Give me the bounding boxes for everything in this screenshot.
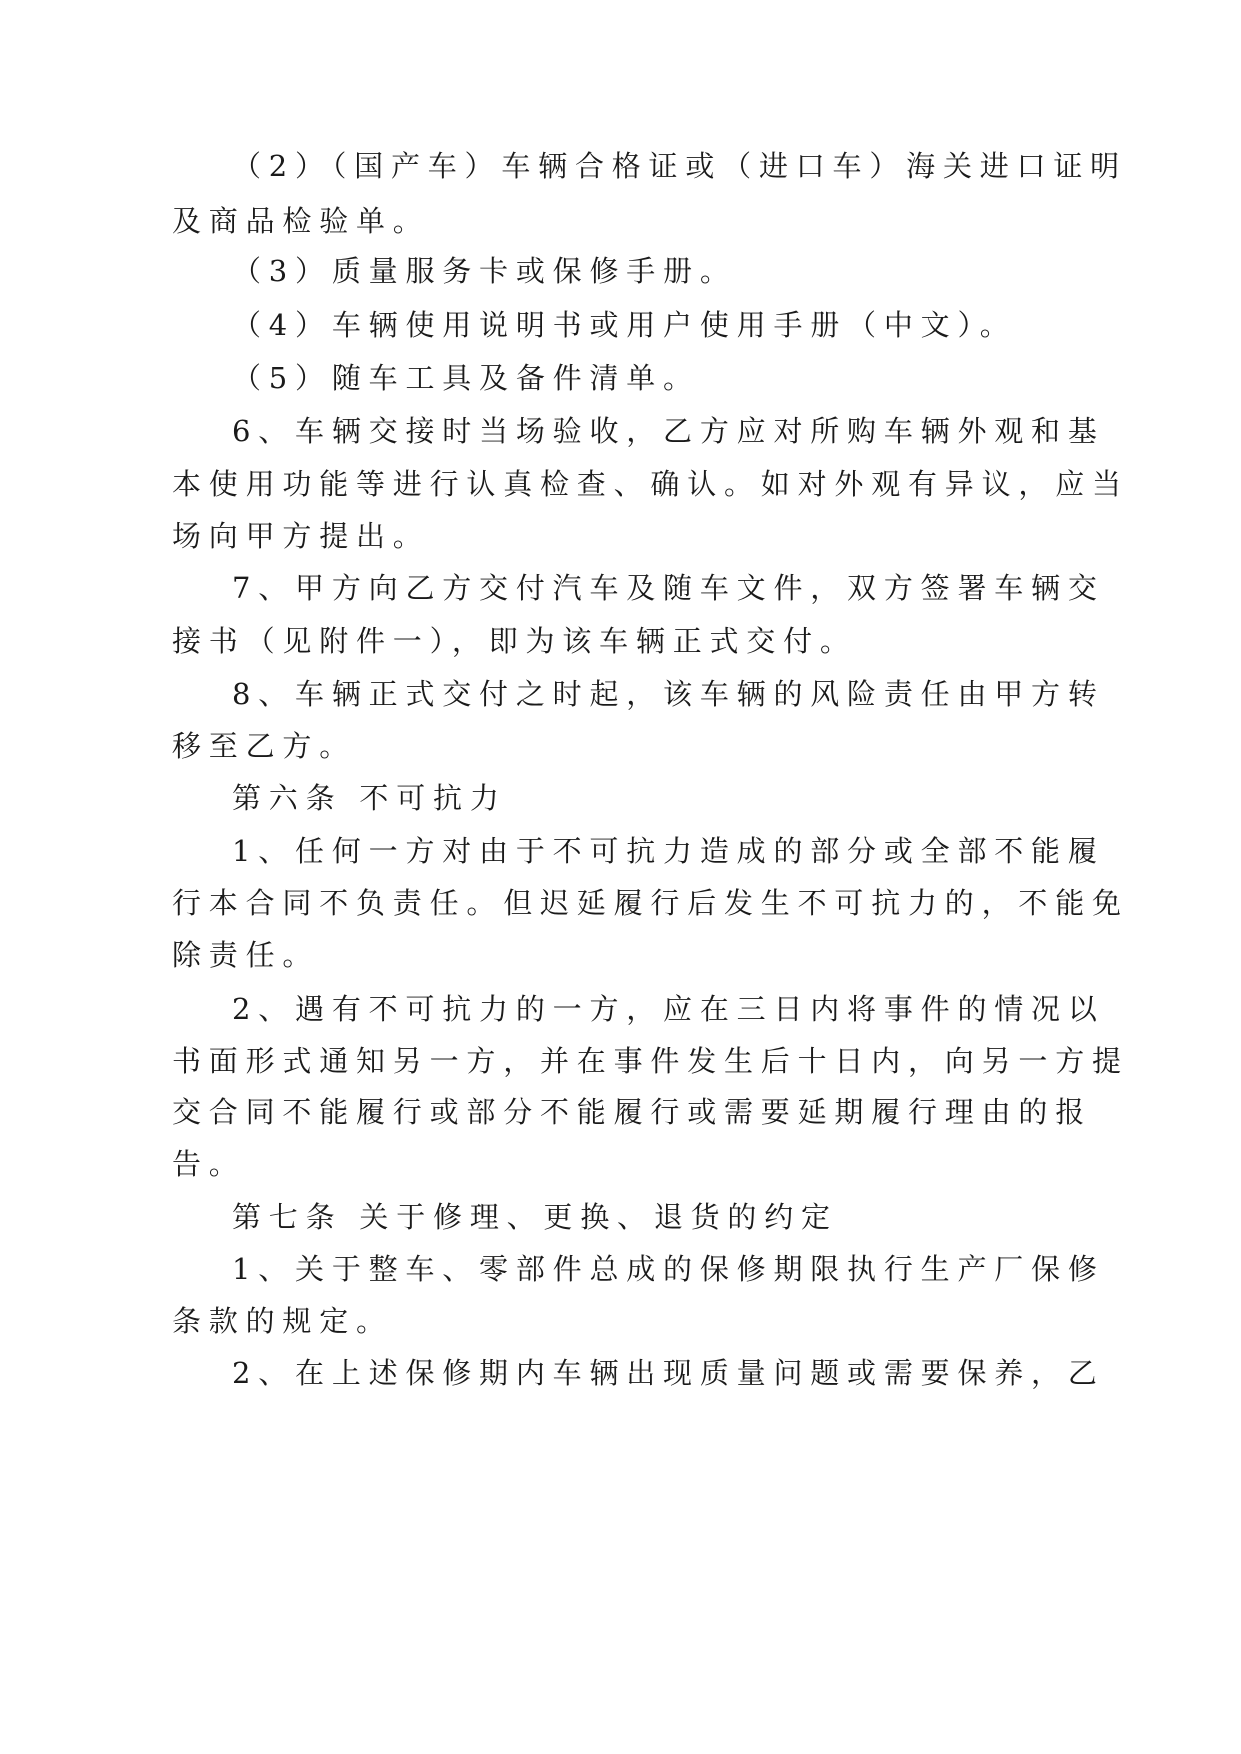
line-11-text: 8、车辆正式交付之时起，该车辆的风险责任由甲方转 [232,677,1105,711]
line-6 [0,401,1241,461]
line-18-text: 书面形式通知另一方，并在事件发生后十日内，向另一方提 [172,1044,1129,1078]
line-7-text: 本使用功能等进行认真检查、确认。如对外观有异议，应当 [172,467,1129,501]
line-16-text: 除责任。 [172,938,320,972]
line-1-text: （2）（国产车）车辆合格证或（进口车）海关进口证明 [232,149,1127,183]
line-24 [0,1343,1241,1403]
line-23-text: 条款的规定。 [172,1304,393,1338]
line-4-text: （4）车辆使用说明书或用户使用手册（中文）。 [232,308,1017,342]
line-4 [0,295,1241,355]
line-9 [0,558,1241,618]
line-8-text: 场向甲方提出。 [172,519,430,553]
line-10 [0,611,1241,671]
line-5 [0,348,1241,408]
section-6-heading: 第六条 不可抗力 [232,781,507,815]
line-8 [0,506,1241,566]
line-16 [0,925,1241,985]
line-7 [0,454,1241,514]
line-12-text: 移至乙方。 [172,729,357,763]
line-22-text: 1、关于整车、零部件总成的保修期限执行生产厂保修 [232,1252,1105,1286]
line-20-text: 告。 [172,1147,246,1181]
line-3 [0,241,1241,301]
line-9-text: 7、甲方向乙方交付汽车及随车文件，双方签署车辆交 [232,571,1105,605]
line-14-text: 1、任何一方对由于不可抗力造成的部分或全部不能履 [232,834,1105,868]
line-24-text: 2、在上述保修期内车辆出现质量问题或需要保养，乙 [232,1356,1105,1390]
line-6-text: 6、车辆交接时当场验收，乙方应对所购车辆外观和基 [232,414,1105,448]
line-20 [0,1134,1241,1194]
line-23 [0,1291,1241,1351]
line-17 [0,979,1241,1039]
line-22 [0,1239,1241,1299]
line-3-text: （3）质量服务卡或保修手册。 [232,254,737,288]
line-5-text: （5）随车工具及备件清单。 [232,361,700,395]
line-13 [0,768,1241,828]
line-21 [0,1187,1241,1247]
section-7-heading: 第七条 关于修理、更换、退货的约定 [232,1200,838,1234]
line-14 [0,821,1241,881]
line-19 [0,1082,1241,1142]
line-12 [0,716,1241,776]
line-11 [0,664,1241,724]
line-1 [0,136,1241,196]
line-15 [0,873,1241,933]
line-2-text: 及商品检验单。 [172,204,430,238]
line-15-text: 行本合同不负责任。但迟延履行后发生不可抗力的，不能免 [172,886,1129,920]
line-19-text: 交合同不能履行或部分不能履行或需要延期履行理由的报 [172,1095,1093,1129]
line-17-text: 2、遇有不可抗力的一方，应在三日内将事件的情况以 [232,992,1105,1026]
line-10-text: 接书（见附件一），即为该车辆正式交付。 [172,624,857,658]
